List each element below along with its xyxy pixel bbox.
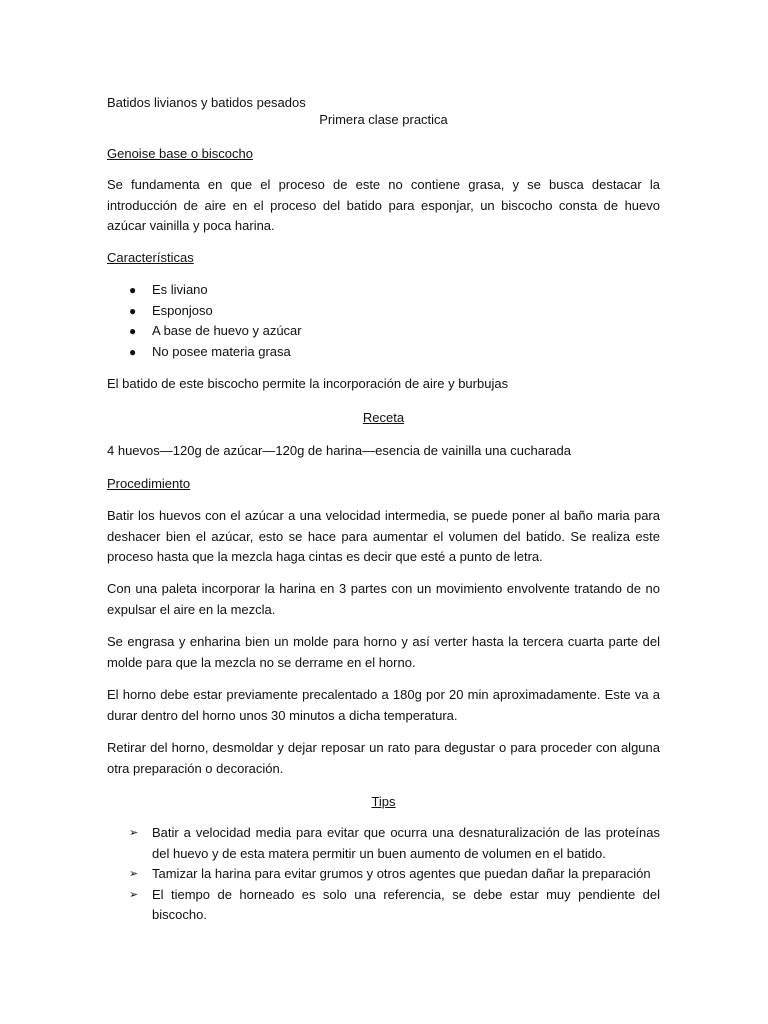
arrow-bullet-icon: ➢ [129,827,139,839]
document-subtitle: Primera clase practica [319,112,448,127]
bullet-icon: ● [129,324,137,338]
section-heading-genoise: Genoise base o biscocho [107,146,253,161]
arrow-bullet-icon: ➢ [129,888,139,901]
list-item: ● Es liviano [107,280,660,301]
document-topic: Batidos livianos y batidos pesados [107,95,306,110]
procedimiento-paragraph: Retirar del horno, desmoldar y dejar reposar un rato para degustar o para proceder con alguna otra preparación o decoración. [107,740,660,776]
procedimiento-paragraph: Se engrasa y enharina bien un molde para horno y así verter hasta la tercera cuarta parte del molde para que la mezcla no se derrame en el horno. [107,634,660,670]
genoise-paragraph: Se fundamenta en que el proceso de este no contiene grasa, y se busca destacar la introducción de aire en el proceso del batido para esponjar, un biscocho consta de huevo azúcar vainilla y poca harina. [107,177,660,233]
bullet-icon: ● [129,283,137,297]
bullet-icon: ● [129,303,137,318]
section-heading-tips: Tips [371,794,396,809]
list-item: ● A base de huevo y azúcar [107,321,660,342]
list-item: ● No posee materia grasa [107,342,660,363]
section-heading-caracteristicas: Características [107,250,194,265]
procedimiento-paragraph: Con una paleta incorporar la harina en 3 partes con un movimiento envolvente tratando de no expulsar el aire en la mezcla. [107,581,660,617]
caracteristicas-note: El batido de este biscocho permite la incorporación de aire y burbujas [107,376,509,391]
list-item: ➢ Batir a velocidad media para evitar que ocurra una desnaturalización de las proteínas del huevo y de esta matera permitir un buen aumento de volumen en el batido. [129,825,660,861]
procedimiento-paragraph: El horno debe estar previamente precalentado a 180g por 20 min aproximadamente. Este va a durar dentro del horno unos 30 minutos a dicha temperatura. [107,687,660,723]
arrow-bullet-icon: ➢ [129,868,139,880]
receta-ingredients: 4 huevos—120g de azúcar—120g de harina—esencia de vainilla una cucharada [107,443,571,458]
bullet-icon: ● [129,344,137,359]
section-heading-procedimiento: Procedimiento [107,476,191,491]
tips-list [107,823,660,926]
procedimiento-paragraph: Batir los huevos con el azúcar a una velocidad intermedia, se puede poner al baño maria para deshacer bien el azúcar, esto se hace para aumentar el volumen del batido. Se realiza este proceso hasta que la mezcla haga cintas es decir que esté a punto de letra. [107,508,660,564]
section-heading-receta: Receta [362,410,405,425]
list-item: ● Esponjoso [107,301,660,322]
caracteristicas-list [107,280,660,362]
list-item: ➢ Tamizar la harina para evitar grumos y otros agentes que puedan dañar la preparación [107,864,660,885]
list-item: ➢ El tiempo de horneado es solo una referencia, se debe estar muy pendiente del biscocho. [129,886,660,922]
